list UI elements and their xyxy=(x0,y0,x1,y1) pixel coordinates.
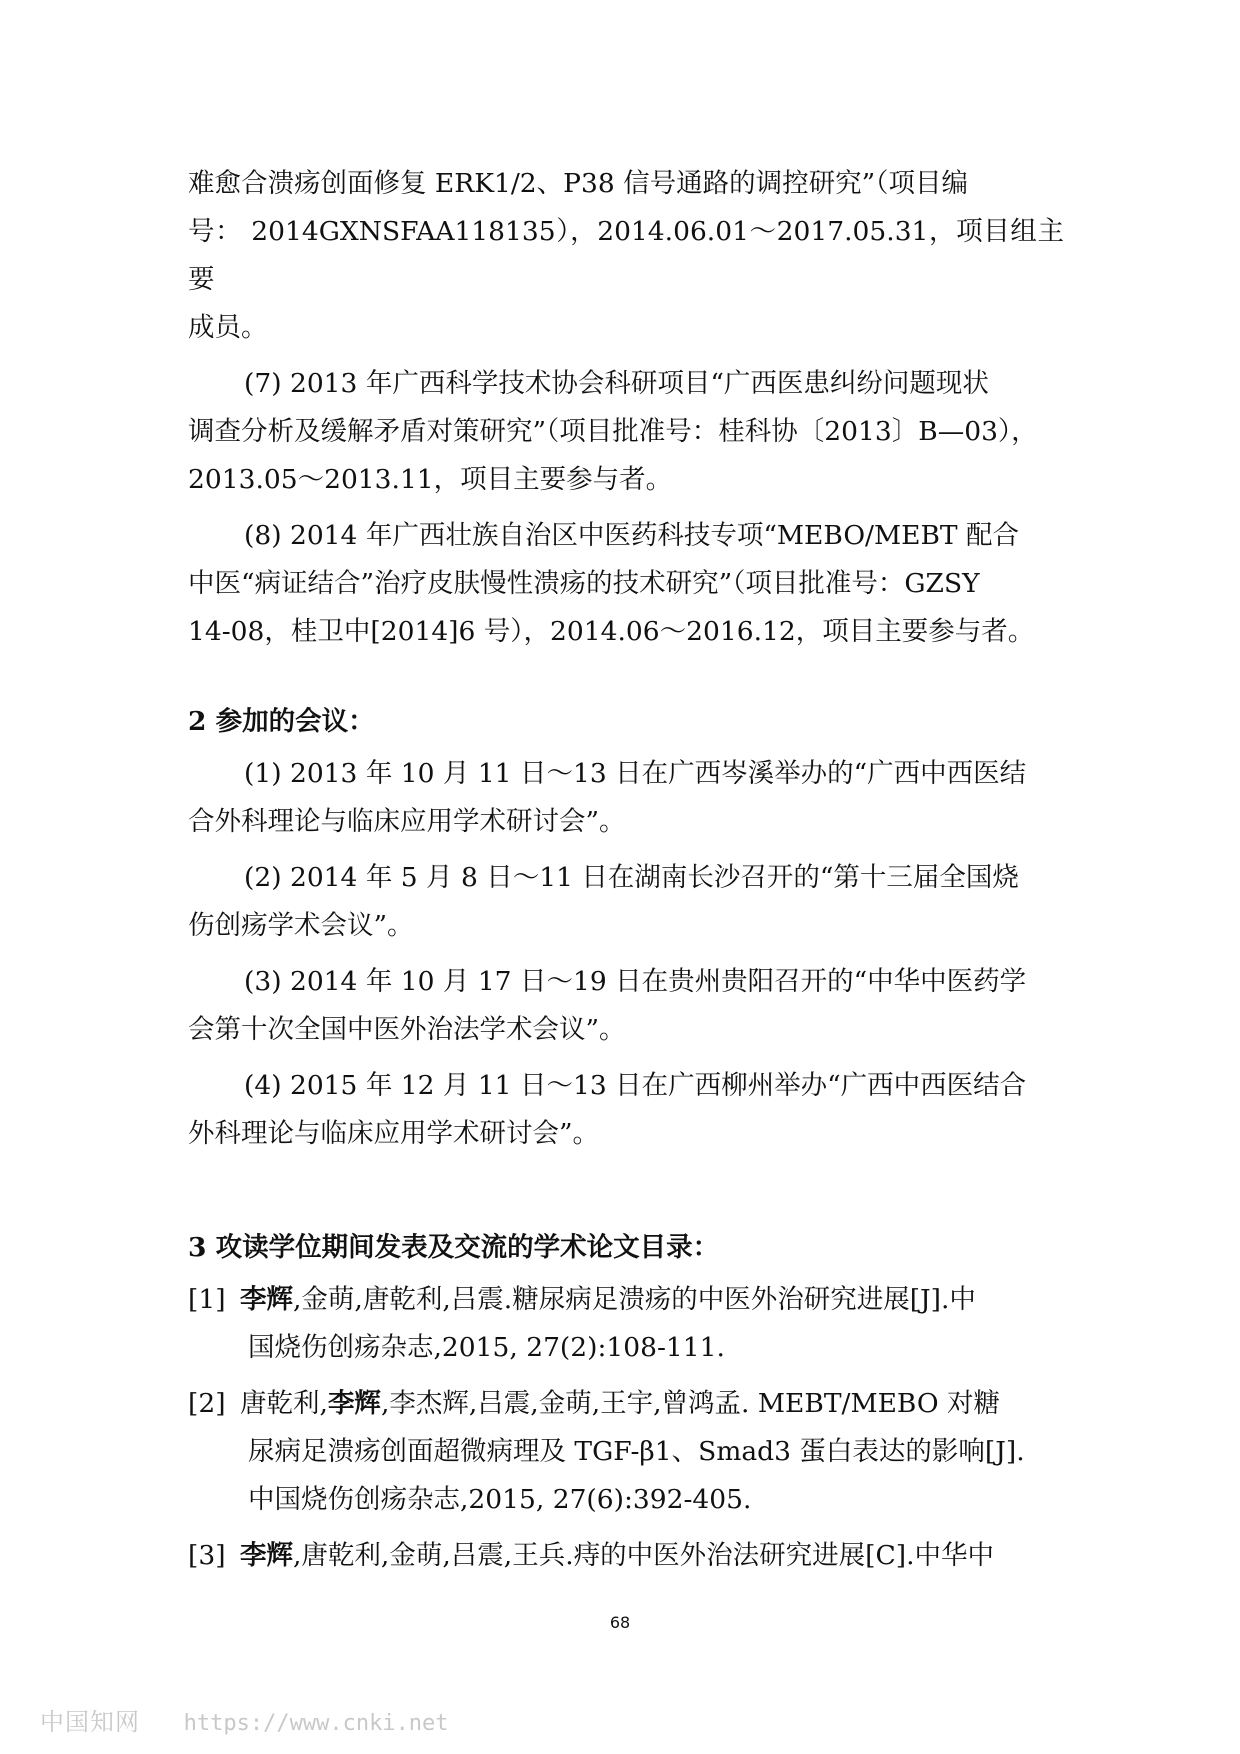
project-paragraph-7 xyxy=(188,360,1064,504)
section-heading-publications: 3 攻读学位期间发表及交流的学术论文目录： xyxy=(188,1232,720,1263)
reference-continuation: 国烧伤创疡杂志,2015, 27(2):108-111. xyxy=(248,1332,725,1363)
watermark-logo: 中国知网 xyxy=(40,1708,140,1736)
text-line: 14-08，桂卫中[2014]6 号），2014.06～2016.12，项目主要参与者。 xyxy=(188,616,1035,647)
text-line: 成员。 xyxy=(188,312,268,343)
text-line: (4) 2015 年 12 月 11 日～13 日在广西柳州举办“广西中西医结合 xyxy=(244,1070,1027,1101)
reference-text: ,李杰辉,吕震,金萌,王宇,曾鸿孟. MEBT/MEBO 对糖 xyxy=(380,1388,1001,1419)
text-line: 伤创疡学术会议”。 xyxy=(188,910,414,941)
text-line: (7) 2013 年广西科学技术协会科研项目“广西医患纠纷问题现状 xyxy=(244,368,989,399)
page-content xyxy=(188,160,1064,1588)
text-line: 合外科理论与临床应用学术研讨会”。 xyxy=(188,806,626,837)
reference-item-1 xyxy=(188,1276,1064,1372)
highlighted-author: 李辉 xyxy=(327,1388,381,1419)
reference-continuation: 尿病足溃疡创面超微病理及 TGF-β1、Smad3 蛋白表达的影响[J]. xyxy=(248,1436,1025,1467)
reference-body xyxy=(240,1532,1064,1580)
text-line: 号： 2014GXNSFAA118135），2014.06.01～2017.05.31，项目组主要 xyxy=(188,216,1064,295)
highlighted-author: 李辉 xyxy=(240,1540,293,1571)
text-line: 难愈合溃疡创面修复 ERK1/2、P38 信号通路的调控研究”（项目编 xyxy=(188,168,968,199)
text-line: 外科理论与临床应用学术研讨会”。 xyxy=(188,1118,600,1149)
reference-number: [3] xyxy=(188,1540,226,1571)
section-heading-conferences: 2 参加的会议： xyxy=(188,706,375,737)
reference-body xyxy=(240,1276,1064,1372)
reference-author-lead: 唐乾利, xyxy=(240,1388,328,1419)
reference-item-2 xyxy=(188,1380,1064,1524)
text-line: (1) 2013 年 10 月 11 日～13 日在广西岑溪举办的“广西中西医结 xyxy=(244,758,1027,789)
text-line: 2013.05～2013.11，项目主要参与者。 xyxy=(188,464,673,495)
project-paragraph-6-continued xyxy=(188,160,1064,352)
text-line: (2) 2014 年 5 月 8 日～11 日在湖南长沙召开的“第十三届全国烧 xyxy=(244,862,1019,893)
conference-item-2 xyxy=(188,854,1064,950)
conference-item-3 xyxy=(188,958,1064,1054)
text-line: 中医“病证结合”治疗皮肤慢性溃疡的技术研究”（项目批准号：GZSY xyxy=(188,568,980,599)
highlighted-author: 李辉 xyxy=(240,1284,293,1315)
reference-text: ,金萌,唐乾利,吕震.糖尿病足溃疡的中医外治研究进展[J].中 xyxy=(293,1284,976,1315)
text-line: (8) 2014 年广西壮族自治区中医药科技专项“MEBO/MEBT 配合 xyxy=(244,520,1020,551)
text-line: 会第十次全国中医外治法学术会议”。 xyxy=(188,1014,626,1045)
reference-number: [2] xyxy=(188,1388,226,1419)
text-line: (3) 2014 年 10 月 17 日～19 日在贵州贵阳召开的“中华中医药学 xyxy=(244,966,1027,997)
cnki-watermark xyxy=(40,1702,449,1737)
reference-item-3 xyxy=(188,1532,1064,1580)
page-number: 68 xyxy=(609,1613,631,1632)
reference-body xyxy=(240,1380,1064,1524)
project-paragraph-8 xyxy=(188,512,1064,656)
reference-text: ,唐乾利,金萌,吕震,王兵.痔的中医外治法研究进展[C].中华中 xyxy=(293,1540,994,1571)
conference-item-1 xyxy=(188,750,1064,846)
text-line: 调查分析及缓解矛盾对策研究”（项目批准号：桂科协〔2013〕B—03）， xyxy=(188,416,1038,447)
reference-number: [1] xyxy=(188,1284,226,1315)
conference-item-4 xyxy=(188,1062,1064,1158)
reference-continuation: 中国烧伤创疡杂志,2015, 27(6):392-405. xyxy=(248,1484,752,1515)
watermark-url: https://www.cnki.net xyxy=(183,1711,449,1736)
